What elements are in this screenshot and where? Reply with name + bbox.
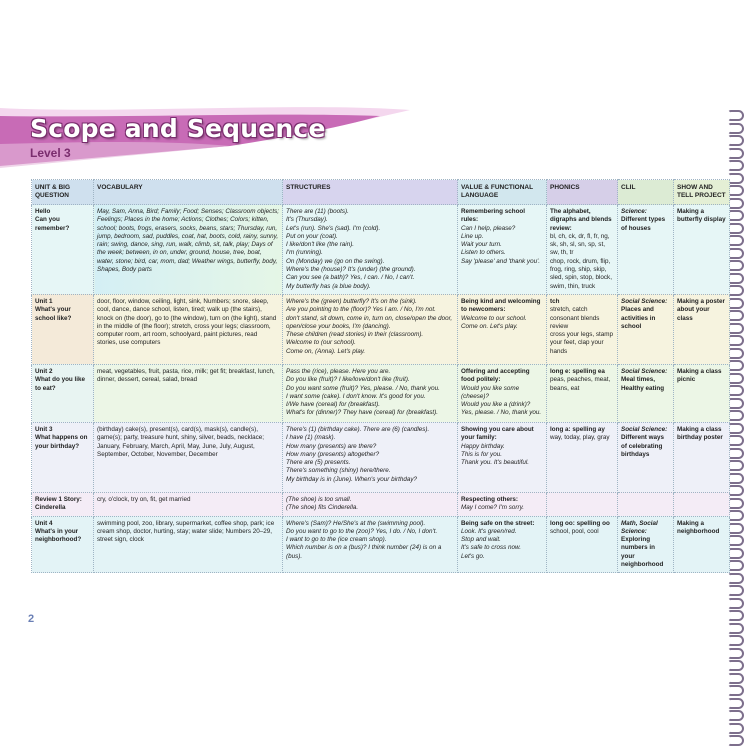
structure-line: There's (1) (birthday cake). There are (6) (candles). <box>286 425 430 433</box>
structure-line: These children (read stories) in their (classroom). <box>286 331 424 339</box>
structure-line: Where's (Sam)? He/She's at the (swimming pool). <box>286 519 426 527</box>
spiral-coil <box>728 210 744 221</box>
spiral-coil <box>728 685 744 696</box>
structure-line: Where's the (house)? It's (under) (the ground). <box>286 266 416 274</box>
phonics-cell <box>547 422 618 492</box>
value-cell <box>458 294 547 364</box>
unit-cell <box>32 364 94 422</box>
structure-line: don't stand, sit down, come in, turn on, close/open the door, open/close your books, I'm (dancing). <box>286 314 453 330</box>
col-header-vocabulary: VOCABULARY <box>94 180 283 205</box>
clil-topic: Different ways of celebrating birthdays <box>621 434 665 458</box>
unit-title: Unit 3 <box>35 425 53 433</box>
spiral-coil <box>728 598 744 609</box>
value-line: Remembering school rules: <box>461 208 526 224</box>
big-question: Can you remember? <box>35 216 70 232</box>
project-cell <box>674 364 730 422</box>
spiral-coil <box>728 448 744 459</box>
spiral-coil <box>728 198 744 209</box>
phonics-line: consonant blends review <box>550 314 600 330</box>
table-row <box>32 364 730 422</box>
phonics-cell <box>547 205 618 295</box>
spiral-coil <box>728 573 744 584</box>
project-text: Making a neighborhood <box>677 519 720 535</box>
structure-line: What's for (dinner)? They have (cereal) for (breakfast). <box>286 409 439 417</box>
big-question: What's in your neighborhood? <box>35 527 82 544</box>
table-row <box>32 516 730 573</box>
project-text: Making a class birthday poster <box>677 425 723 442</box>
clil-cell <box>618 205 674 295</box>
spiral-coil <box>728 335 744 346</box>
value-line: Being safe on the street: <box>461 519 535 527</box>
spiral-coil <box>728 473 744 484</box>
value-line: Thank you. It's beautiful. <box>461 459 530 467</box>
unit-cell <box>32 492 94 516</box>
spiral-coil <box>728 460 744 471</box>
vocabulary-text: (birthday) cake(s), present(s), card(s), mask(s), candle(s), game(s); party, treasure hunt, shiny, silver, beads, necklace; January, February, March, April, May, June, July, August, September, October, November, December <box>97 425 265 458</box>
clil-topic: Different types of houses <box>621 216 666 232</box>
col-header-unit: UNIT & BIG QUESTION <box>32 180 94 205</box>
phonics-cell <box>547 294 618 364</box>
spiral-coil <box>728 298 744 309</box>
spiral-coil <box>728 648 744 659</box>
table-row <box>32 422 730 492</box>
structure-line: Do you want some (fruit)? Yes, please. / No, thank you. <box>286 384 440 392</box>
project-cell <box>674 294 730 364</box>
project-text: Making a class picnic <box>677 367 722 384</box>
structure-line: (The shoe) fits Cinderella. <box>286 504 359 512</box>
structure-line: Which number is on a (bus)? I think number (24) is on a (bus). <box>286 544 442 560</box>
unit-cell <box>32 516 94 573</box>
col-header-structures: STRUCTURES <box>283 180 458 205</box>
unit-cell <box>32 422 94 492</box>
clil-topic: Exploring numbers in your neighborhood <box>621 536 664 569</box>
clil-topic: Places and activities in school <box>621 306 656 330</box>
structure-line: Do you like (fruit)? I like/love/don't like (fruit). <box>286 376 410 384</box>
clil-topic: Meal times, Healthy eating <box>621 376 665 392</box>
vocabulary-text: May, Sam, Anna, Bird; Family; Food; Senses; Classroom objects; Feelings; Places in the home; Actions; Clothes; Colors; kitten, school; boots, frogs, erasers, socks, beans, stars; Thursday, run, jump, bedroom, sad, puddles, coat, hat, boots, cold, rainy, sunny, rain; swing, dance, sing, run, walk, climb, sit, talk, play; Days of the week; between, in on, under, ground, house, tree, boat, water, stone; bird, car, mom, dad; Weather wings, butterfly, body, Shapes, Body parts <box>97 208 279 274</box>
value-line: Can I help, please? <box>461 224 516 232</box>
vocabulary-cell <box>94 492 283 516</box>
value-line: Happy birthday. <box>461 442 505 450</box>
clil-subject: Social Science: <box>621 425 668 433</box>
value-line: Offering and accepting food politely: <box>461 367 530 384</box>
spiral-coil <box>728 398 744 409</box>
value-line: Wait your turn. <box>461 241 502 249</box>
spiral-coil <box>728 173 744 184</box>
phonics-cell <box>547 364 618 422</box>
structures-cell <box>283 364 458 422</box>
table-row <box>32 205 730 295</box>
project-cell <box>674 422 730 492</box>
spiral-coil <box>728 698 744 709</box>
value-line: Being kind and welcoming to newcomers: <box>461 297 541 314</box>
unit-cell <box>32 205 94 295</box>
spiral-coil <box>728 485 744 496</box>
spiral-coil <box>728 285 744 296</box>
value-cell <box>458 516 547 573</box>
value-line: Showing you care about your family: <box>461 425 534 442</box>
phonics-line: long oo: spelling oo <box>550 519 610 527</box>
spiral-coil <box>728 673 744 684</box>
structures-cell <box>283 516 458 573</box>
clil-cell <box>618 516 674 573</box>
structure-line: (The shoe) is too small. <box>286 495 352 503</box>
structure-line: Let's (run). She's (sad). I'm (cold). <box>286 224 381 232</box>
structure-line: Do you want to go to the (zoo)? Yes, I do. / No, I don't. <box>286 527 438 535</box>
phonics-line: stretch, catch <box>550 306 588 314</box>
value-cell <box>458 492 547 516</box>
structure-line: My birthday is in (June). When's your birthday? <box>286 475 418 483</box>
unit-title: Unit 4 <box>35 519 53 527</box>
vocabulary-cell <box>94 364 283 422</box>
unit-cell <box>32 294 94 364</box>
value-line: Say 'please' and 'thank you'. <box>461 257 541 265</box>
value-cell <box>458 422 547 492</box>
project-cell <box>674 516 730 573</box>
vocabulary-text: door, floor, window, ceiling, light, sink, Numbers; snore, sleep, cool, dance, dance school, listen, tired; walk up (the stairs), knock on (the door), go to (the window), turn on (the light), stand in the middle of (the floor); stretch, cross your legs; classroom, computer room, art room, schoolyard, paint pictures, read stories, use computers <box>97 297 277 347</box>
value-cell <box>458 364 547 422</box>
structure-line: I/We have (cereal) for (breakfast). <box>286 401 381 409</box>
spiral-coil <box>728 660 744 671</box>
phonics-line: chop, rock, drum, flip, frog, ring, ship, skip, sled, spin, stop, block, swim, thin, truck <box>550 257 612 290</box>
big-question: Cinderella <box>35 504 66 512</box>
project-text: Making a poster about your class <box>677 297 725 322</box>
spiral-coil <box>728 523 744 534</box>
value-line: Come on. Let's play. <box>461 322 518 330</box>
phonics-line: peas, peaches, meat, beans, eat <box>550 376 611 392</box>
value-line: Look. It's green/red. <box>461 527 517 535</box>
clil-subject: Science: <box>621 208 647 215</box>
vocabulary-text: swimming pool, zoo, library, supermarket, coffee shop, park; ice cream shop, doctor, hurting, stay; water slide; Numbers 20–29, street sign, clock <box>97 519 275 544</box>
structure-line: Come on, (Anna). Let's play. <box>286 347 366 355</box>
structure-line: Put on your (coat). <box>286 232 338 240</box>
spiral-coil <box>728 548 744 559</box>
value-line: Yes, please. / No, thank you. <box>461 409 542 417</box>
spiral-coil <box>728 310 744 321</box>
vocabulary-text: cry, o'clock, try on, fit, get married <box>97 495 191 503</box>
spiral-coil <box>728 710 744 721</box>
phonics-line: school, pool, cool <box>550 527 599 535</box>
scope-sequence-table <box>31 179 730 573</box>
value-cell <box>458 205 547 295</box>
spiral-coil <box>728 498 744 509</box>
table-header-row <box>32 180 730 205</box>
structure-line: On (Monday) we (go on the swing). <box>286 257 385 265</box>
spiral-coil <box>728 160 744 171</box>
clil-subject: Social Science: <box>621 367 668 375</box>
spiral-coil <box>728 235 744 246</box>
col-header-value: VALUE & FUNCTIONAL LANGUAGE <box>458 180 547 205</box>
structure-line: Can you see (a bath)? Yes, I can. / No, I can't. <box>286 274 415 282</box>
phonics-line: bl, ch, ck, dr, fl, fr, ng, sk, sh, sl, sn, sp, st, sw, th, tr <box>550 232 610 257</box>
structure-line: There are (5) presents. <box>286 459 351 467</box>
structure-line: How many (presents) altogether? <box>286 450 380 458</box>
phonics-line: cross your legs, stamp your feet, clap your hands <box>550 331 613 355</box>
page-title: Scope and Sequence <box>30 114 326 143</box>
value-line: Listen to others. <box>461 249 506 257</box>
spiral-coil <box>728 123 744 134</box>
value-line: May I come? I'm sorry. <box>461 504 525 512</box>
phonics-cell <box>547 516 618 573</box>
structure-line: There's something (shiny) here/there. <box>286 467 391 475</box>
phonics-line: The alphabet, digraphs and blends review: <box>550 208 612 232</box>
spiral-coil <box>728 535 744 546</box>
spiral-coil <box>728 510 744 521</box>
structure-line: There are (11) (boots). <box>286 208 349 215</box>
clil-cell <box>618 492 674 516</box>
clil-cell <box>618 422 674 492</box>
big-question: What's your school like? <box>35 306 72 322</box>
clil-subject: Math, Social Science: <box>621 519 658 535</box>
spiral-coil <box>728 135 744 146</box>
level-label: Level 3 <box>30 146 71 160</box>
big-question: What do you like to eat? <box>35 376 86 392</box>
structure-line: It's (Thursday). <box>286 216 328 224</box>
spiral-coil <box>728 360 744 371</box>
col-header-phonics: PHONICS <box>547 180 618 205</box>
clil-cell <box>618 364 674 422</box>
spiral-coil <box>728 735 744 746</box>
spiral-coil <box>728 248 744 259</box>
vocabulary-cell <box>94 422 283 492</box>
col-header-clil: CLIL <box>618 180 674 205</box>
spiral-coil <box>728 223 744 234</box>
vocabulary-cell <box>94 516 283 573</box>
phonics-line: long e: spelling ea <box>550 367 605 375</box>
project-text: Making a butterfly display <box>677 208 726 224</box>
spiral-coil <box>728 585 744 596</box>
project-cell <box>674 205 730 295</box>
phonics-line: way, today, play, gray <box>550 434 610 442</box>
unit-title: Unit 1 <box>35 297 53 305</box>
structure-line: I'm (running). <box>286 249 323 257</box>
value-line: Respecting others: <box>461 495 519 503</box>
structures-cell <box>283 492 458 516</box>
vocabulary-cell <box>94 205 283 295</box>
structure-line: My butterfly has (a blue body). <box>286 282 371 290</box>
spiral-coil <box>728 273 744 284</box>
spiral-coil <box>728 560 744 571</box>
phonics-line: tch <box>550 297 560 305</box>
page-number: 2 <box>28 613 35 625</box>
phonics-cell <box>547 492 618 516</box>
spiral-coil <box>728 623 744 634</box>
value-line: Would you like some (cheese)? <box>461 384 520 400</box>
vocabulary-cell <box>94 294 283 364</box>
spiral-coil <box>728 260 744 271</box>
structure-line: I have (1) (mask). <box>286 434 336 442</box>
project-cell <box>674 492 730 516</box>
table-row <box>32 492 730 516</box>
clil-subject: Social Science: <box>621 297 668 305</box>
clil-cell <box>618 294 674 364</box>
spiral-coil <box>728 348 744 359</box>
table-row <box>32 294 730 364</box>
spiral-coil <box>728 410 744 421</box>
spiral-coil <box>728 610 744 621</box>
structures-cell <box>283 205 458 295</box>
structure-line: I like/don't like (the rain). <box>286 241 355 249</box>
spiral-coil <box>728 435 744 446</box>
spiral-coil <box>728 110 744 121</box>
spiral-coil <box>728 635 744 646</box>
value-line: Welcome to our school. <box>461 314 527 322</box>
structure-line: Welcome to (our school). <box>286 339 356 347</box>
big-question: What happens on your birthday? <box>35 434 88 450</box>
spiral-coil <box>728 148 744 159</box>
value-line: Stop and wait. <box>461 536 501 544</box>
structure-line: I want to go to the (ice cream shop). <box>286 536 387 544</box>
value-line: This is for you. <box>461 450 502 458</box>
structures-cell <box>283 422 458 492</box>
phonics-line: long a: spelling ay <box>550 425 605 433</box>
unit-title: Review 1 Story: <box>35 495 82 503</box>
structure-line: Are you pointing to the (floor)? Yes I am. / No, I'm not. <box>286 306 436 314</box>
structure-line: Pass the (rice), please. Here you are. <box>286 367 391 375</box>
value-line: Let's go. <box>461 552 485 560</box>
spiral-coil <box>728 423 744 434</box>
spiral-coil <box>728 385 744 396</box>
spiral-coil <box>728 323 744 334</box>
spiral-coil <box>728 723 744 734</box>
col-header-project: SHOW AND TELL PROJECT <box>674 180 730 205</box>
value-line: Line up. <box>461 232 484 240</box>
spiral-coil <box>728 373 744 384</box>
vocabulary-text: meat, vegetables, fruit, pasta, rice, milk; get fit; breakfast, lunch, dinner, dessert, cereal, salad, bread <box>97 367 275 384</box>
structure-line: Where's the (green) butterfly? It's on the (sink). <box>286 297 417 305</box>
structure-line: I want some (cake). I don't know. It's good for you. <box>286 392 426 400</box>
value-line: It's safe to cross now. <box>461 544 521 552</box>
structures-cell <box>283 294 458 364</box>
unit-title: Unit 2 <box>35 367 53 375</box>
unit-title: Hello <box>35 208 51 215</box>
value-line: Would you like a (drink)? <box>461 401 531 409</box>
spiral-coil <box>728 185 744 196</box>
structure-line: How many (presents) are there? <box>286 442 377 450</box>
